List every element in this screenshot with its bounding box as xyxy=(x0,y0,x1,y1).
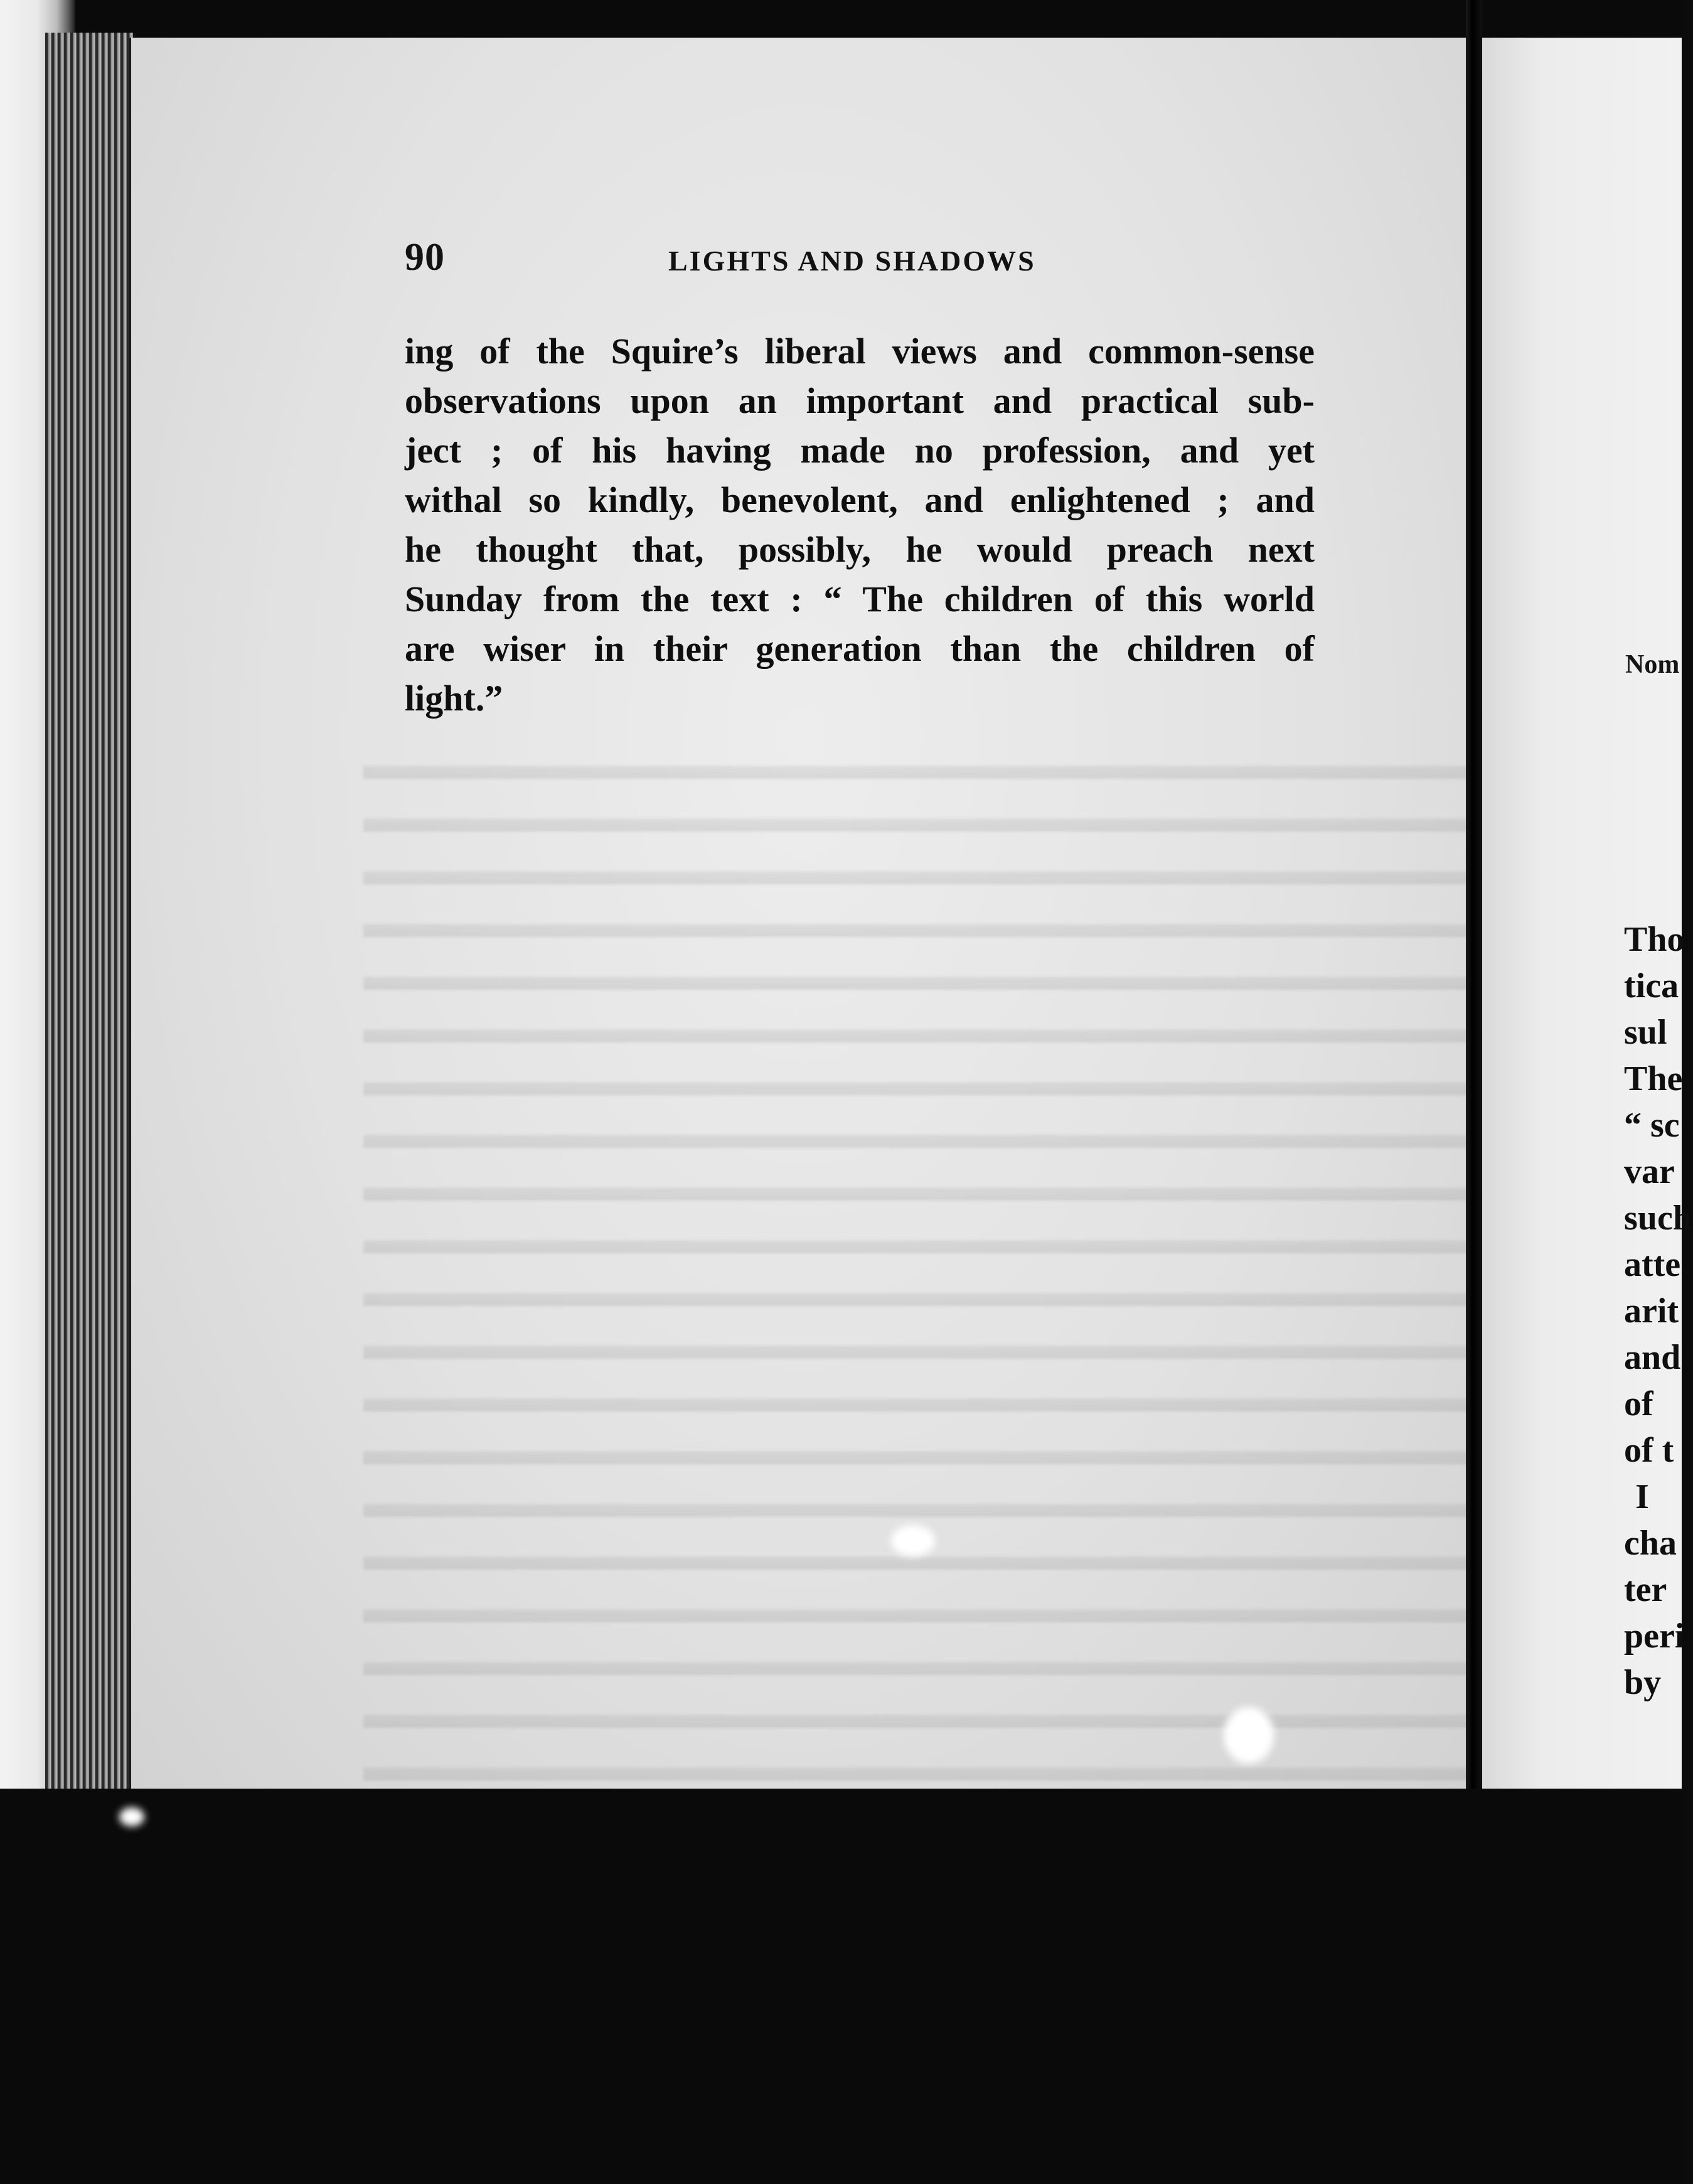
scan-highlight-spot xyxy=(119,1807,144,1826)
text-line: light.” xyxy=(405,678,503,719)
facing-line-fragment: I xyxy=(1635,1477,1649,1516)
book-page-edges xyxy=(45,33,136,1790)
text-line: are wiser in their generation than the children of xyxy=(405,628,1315,669)
facing-line-fragment: of xyxy=(1624,1384,1653,1423)
text-line: he thought that, possibly, he would preach next xyxy=(405,529,1315,570)
facing-line-fragment: of t xyxy=(1624,1431,1674,1470)
facing-line-fragment: atte xyxy=(1624,1245,1681,1284)
facing-line-fragment: Tho xyxy=(1624,920,1685,959)
running-head xyxy=(405,235,1315,286)
text-line: observations upon an important and practical sub- xyxy=(405,380,1315,421)
facing-line-fragment: cha xyxy=(1624,1524,1677,1563)
facing-line-fragment: sul xyxy=(1624,1013,1667,1052)
text-line: Sunday from the text : “ The children of this world xyxy=(405,579,1315,619)
body-paragraph xyxy=(405,326,1315,723)
facing-line-fragment: var xyxy=(1624,1152,1675,1191)
facing-line-fragment: peri xyxy=(1624,1617,1685,1656)
scan-highlight-spot xyxy=(1224,1707,1274,1764)
page-header-title: LIGHTS AND SHADOWS xyxy=(668,245,1036,277)
facing-page-text xyxy=(1624,916,1692,1706)
facing-line-fragment: and xyxy=(1624,1338,1681,1377)
facing-line-fragment: by xyxy=(1624,1663,1662,1702)
facing-line-fragment: such xyxy=(1624,1199,1692,1238)
text-line: ject ; of his having made no profession, and yet xyxy=(405,430,1315,471)
facing-line-fragment: arit xyxy=(1624,1292,1679,1330)
facing-page-fragment: Nom xyxy=(1625,650,1680,679)
left-page xyxy=(129,38,1474,1789)
bleed-through-text xyxy=(363,741,1468,1789)
facing-line-fragment: “ sc xyxy=(1624,1106,1680,1145)
scan-border-top xyxy=(0,0,1682,38)
text-line: ing of the Squire’s liberal views and common-sense xyxy=(405,331,1315,372)
text-line: withal so kindly, benevolent, and enlightened ; and xyxy=(405,479,1315,520)
scan-border-bottom xyxy=(0,1789,1682,2184)
page-number: 90 xyxy=(405,236,445,279)
facing-line-fragment: The xyxy=(1624,1059,1683,1098)
scan-highlight-spot xyxy=(891,1525,935,1556)
facing-line-fragment: ter xyxy=(1624,1570,1667,1609)
facing-line-fragment: tica xyxy=(1624,966,1679,1005)
